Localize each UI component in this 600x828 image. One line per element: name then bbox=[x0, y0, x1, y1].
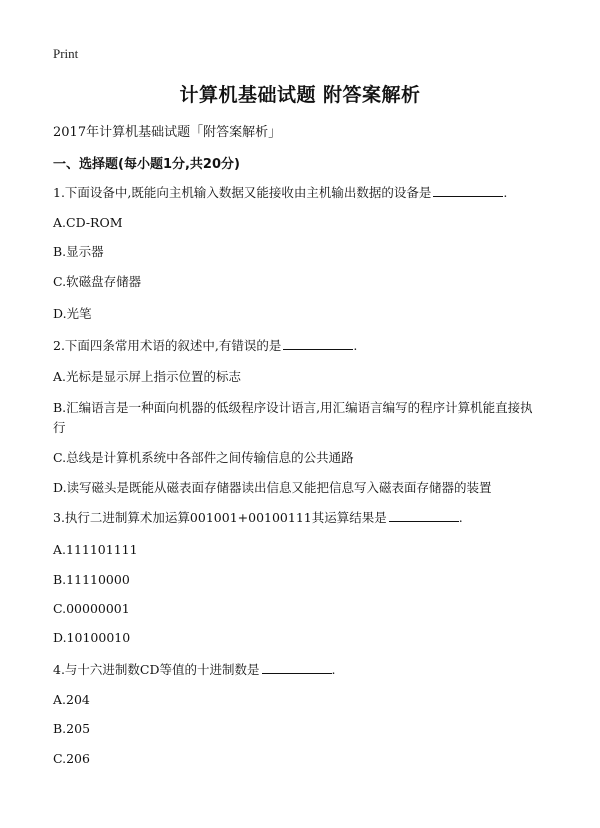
answer-option: D.10100010 bbox=[53, 630, 131, 645]
question-text: 3.执行二进制算术加运算001001+00100111其运算结果是 bbox=[53, 510, 387, 525]
answer-blank bbox=[433, 184, 503, 197]
answer-option: C.00000001 bbox=[53, 601, 130, 616]
answer-option: C.206 bbox=[53, 751, 90, 766]
answer-blank bbox=[283, 337, 353, 350]
question-text: 1.下面设备中,既能向主机输入数据又能接收由主机输出数据的设备是 bbox=[53, 185, 432, 200]
page-subtitle: 2017年计算机基础试题「附答案解析」 bbox=[53, 125, 282, 140]
answer-option: A.204 bbox=[53, 692, 90, 707]
answer-option: A.CD-ROM bbox=[53, 215, 123, 230]
question-stem bbox=[53, 183, 553, 203]
answer-blank bbox=[389, 509, 459, 522]
answer-option: C.总线是计算机系统中各部件之间传输信息的公共通路 bbox=[53, 450, 354, 465]
question-stem bbox=[53, 660, 553, 680]
answer-option: D.光笔 bbox=[53, 306, 92, 321]
question-stem bbox=[53, 336, 553, 356]
answer-option: B.汇编语言是一种面向机器的低级程序设计语言,用汇编语言编写的程序计算机能直接执行 bbox=[53, 400, 533, 435]
answer-option: B.11110000 bbox=[53, 572, 130, 587]
answer-option: B.显示器 bbox=[53, 244, 104, 259]
question-text: 2.下面四条常用术语的叙述中,有错误的是 bbox=[53, 338, 282, 353]
question-end: . bbox=[331, 662, 336, 677]
question-end: . bbox=[458, 510, 463, 525]
question-end: . bbox=[503, 185, 508, 200]
print-link[interactable]: Print bbox=[53, 46, 79, 61]
answer-option: D.读写磁头是既能从磁表面存储器读出信息又能把信息写入磁表面存储器的装置 bbox=[53, 480, 492, 495]
answer-option: B.205 bbox=[53, 721, 91, 736]
answer-option: C.软磁盘存储器 bbox=[53, 274, 142, 289]
answer-option: A.111101111 bbox=[53, 542, 138, 557]
question-end: . bbox=[353, 338, 358, 353]
page-title: 计算机基础试题 附答案解析 bbox=[179, 84, 421, 106]
section-heading: 一、选择题(每小题1分,共20分) bbox=[53, 157, 240, 172]
question-stem bbox=[53, 508, 553, 528]
answer-option: A.光标是显示屏上指示位置的标志 bbox=[53, 369, 242, 384]
answer-blank bbox=[262, 661, 332, 674]
question-text: 4.与十六进制数CD等值的十进制数是 bbox=[53, 662, 260, 677]
